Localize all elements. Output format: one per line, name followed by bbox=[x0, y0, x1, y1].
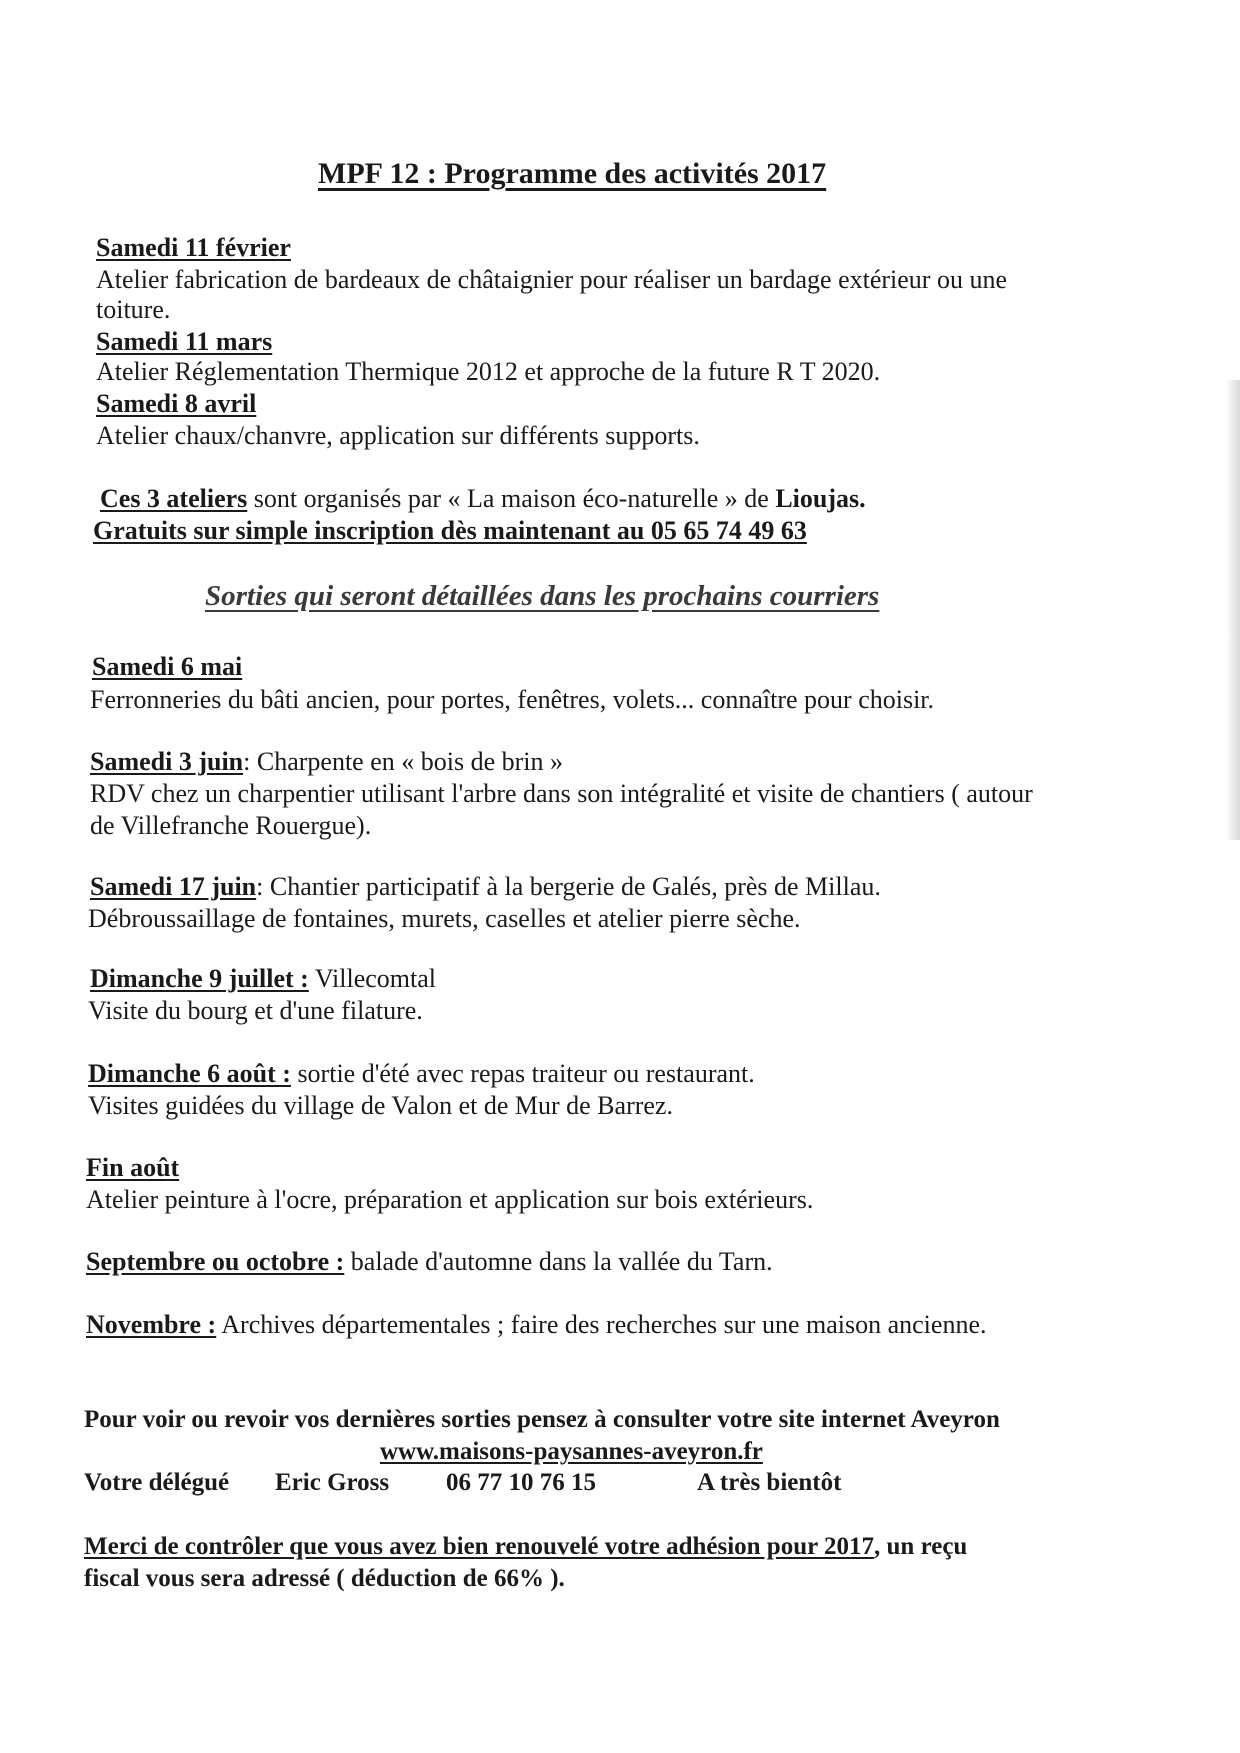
delegate-phone: 06 77 10 76 15 bbox=[446, 1469, 596, 1496]
sortie-text: Atelier peinture à l'ocre, préparation et application sur bois extérieurs. bbox=[86, 1185, 814, 1214]
sortie-date: Dimanche 9 juillet : bbox=[90, 964, 309, 993]
atelier-date: Samedi 8 avril bbox=[96, 389, 257, 418]
sortie-date: Septembre ou octobre : bbox=[86, 1247, 345, 1276]
sortie-item bbox=[86, 1309, 986, 1341]
sortie-rest: sortie d'été avec repas traiteur ou restaurant. bbox=[290, 1059, 755, 1088]
sorties-heading: Sorties qui seront détaillées dans les prochains courriers bbox=[205, 580, 880, 612]
site-text: Pour voir ou revoir vos dernières sorties pensez à consulter votre site internet Aveyron bbox=[84, 1406, 1000, 1433]
document-title: MPF 12 : Programme des activités 2017 bbox=[318, 157, 827, 190]
organisation-lead: Ces 3 ateliers bbox=[100, 484, 248, 513]
sortie-rest: balade d'automne dans la vallée du Tarn. bbox=[344, 1247, 773, 1276]
reminder-line bbox=[84, 1531, 967, 1563]
sortie-rest: Archives départementales ; faire des recherches sur une maison ancienne. bbox=[216, 1310, 987, 1339]
reminder-rest: , un reçu bbox=[874, 1533, 968, 1560]
sortie-date: Samedi 17 juin bbox=[90, 872, 257, 901]
organisation-middle: sont organisés par « La maison éco-naturelle » de bbox=[247, 484, 776, 513]
sortie-text: Visites guidées du village de Valon et de Mur de Barrez. bbox=[88, 1091, 673, 1120]
atelier-date: Samedi 11 mars bbox=[96, 327, 273, 356]
sortie-text: Visite du bourg et d'une filature. bbox=[88, 996, 423, 1025]
sortie-rest: : Charpente en « bois de brin » bbox=[243, 747, 564, 776]
sortie-date: Fin août bbox=[86, 1153, 180, 1182]
sortie-date: Samedi 6 mai bbox=[92, 652, 243, 681]
organisation-place: Lioujas. bbox=[775, 484, 866, 513]
sortie-item bbox=[86, 1246, 773, 1278]
sortie-item bbox=[90, 963, 436, 995]
sortie-date: Samedi 3 juin bbox=[90, 747, 244, 776]
atelier-date: Samedi 11 février bbox=[96, 233, 291, 262]
organisation-line bbox=[100, 483, 866, 515]
scan-edge-shadow bbox=[1226, 380, 1240, 840]
sortie-item bbox=[90, 746, 563, 778]
sortie-date: Dimanche 6 août : bbox=[88, 1059, 291, 1088]
sortie-item bbox=[92, 651, 242, 683]
sortie-text: RDV chez un charpentier utilisant l'arbre dans son intégralité et visite de chantiers ( autour bbox=[90, 779, 1033, 808]
sortie-item bbox=[88, 1058, 755, 1090]
atelier-text: Atelier fabrication de bardeaux de châtaignier pour réaliser un bardage extérieur ou une bbox=[96, 265, 1008, 294]
delegate-name: Eric Gross bbox=[275, 1469, 390, 1496]
sortie-text: Ferronneries du bâti ancien, pour portes, fenêtres, volets... connaître pour choisir. bbox=[90, 685, 935, 714]
website-link[interactable]: www.maisons-paysannes-aveyron.fr bbox=[380, 1438, 763, 1465]
inscription-line: Gratuits sur simple inscription dès maintenant au 05 65 74 49 63 bbox=[93, 516, 807, 545]
sortie-item bbox=[86, 1152, 179, 1184]
sortie-rest: Villecomtal bbox=[308, 964, 437, 993]
delegate-label: Votre délégué bbox=[84, 1469, 230, 1496]
reminder-line-2: fiscal vous sera adressé ( déduction de 66% ). bbox=[84, 1565, 565, 1592]
sortie-date: Novembre : bbox=[86, 1310, 217, 1339]
sortie-item bbox=[90, 871, 881, 903]
closing-text: A très bientôt bbox=[697, 1469, 842, 1496]
reminder-underlined: Merci de contrôler que vous avez bien renouvelé votre adhésion pour 2017 bbox=[84, 1533, 875, 1560]
atelier-text: toiture. bbox=[96, 295, 171, 324]
atelier-text: Atelier Réglementation Thermique 2012 et approche de la future R T 2020. bbox=[96, 357, 881, 386]
sortie-text: de Villefranche Rouergue). bbox=[90, 811, 372, 840]
atelier-text: Atelier chaux/chanvre, application sur différents supports. bbox=[96, 421, 700, 450]
sortie-rest: : Chantier participatif à la bergerie de Galés, près de Millau. bbox=[256, 872, 881, 901]
sortie-text: Débroussaillage de fontaines, murets, caselles et atelier pierre sèche. bbox=[88, 904, 801, 933]
